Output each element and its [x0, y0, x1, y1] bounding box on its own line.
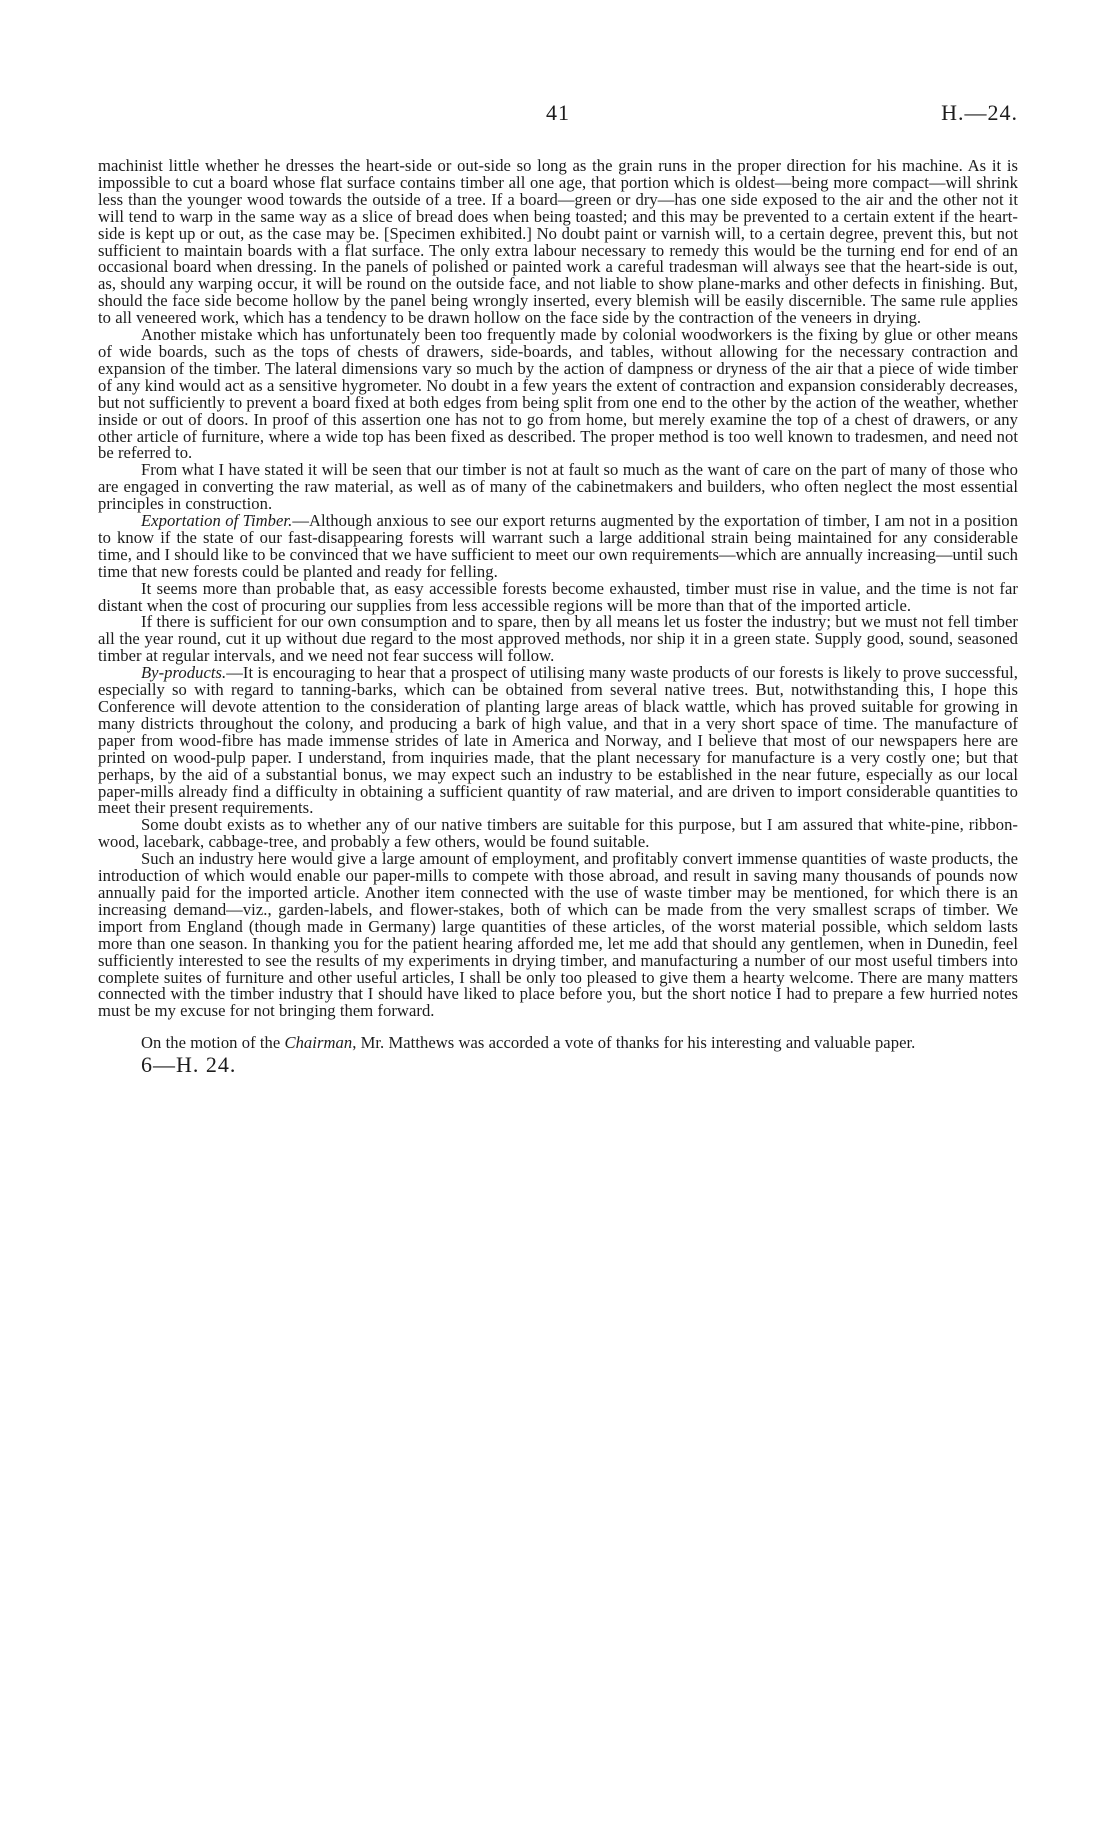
paragraph-by-products	[98, 665, 1018, 817]
paragraph-exportation	[98, 513, 1018, 581]
paragraph-timber-value: It seems more than probable that, as easy accessible forests become exhausted, timber must rise in value, and the time is not far distant when the cost of procuring our supplies from less accessible regions will be more than that of the imported article.	[98, 578, 1018, 615]
motion-chairman: Chairman	[284, 1033, 353, 1053]
document-body	[98, 158, 1018, 1078]
page-number: 41	[546, 100, 570, 125]
document-reference: H.—24.	[941, 100, 1018, 125]
paragraph-native-timbers: Some doubt exists as to whether any of our native timbers are suitable for this purpose, but I am assured that white-pine, ribbon-wood, lacebark, cabbage-tree, and probably a few others, would be found suitable.	[98, 815, 1018, 852]
section-heading-exportation: Exportation of Timber.	[141, 511, 293, 531]
paragraph-care-conclusion: From what I have stated it will be seen that our timber is not at fault so much as the want of care on the part of many of those who are engaged in converting the raw material, as well as of many of the cabinetmakers and builders, who often neglect the most essential principles in construction.	[98, 460, 1018, 514]
paragraph-glue-mistake: Another mistake which has unfortunately been too frequently made by colonial woodworkers is the fixing by glue or other means of wide boards, such as the tops of chests of drawers, side-boards, and tables, without allowing for the necessary contraction and expansion of the timber. The lateral dimensions vary so much by the action of dampness or dryness of the air that a piece of wide timber of any kind would act as a sensitive hygrometer. No doubt in a few years the extent of contraction and expansion considerably decreases, but not sufficiently to prevent a board fixed at both edges from being split from one end to the other by the action of the weather, whether inside or out of doors. In proof of this assertion one has not to go from home, but merely examine the top of a chest of drawers, or any other article of furniture, where a wide top has been fixed as described. The proper method is too well known to tradesmen, and need not be referred to.	[98, 325, 1018, 463]
paragraph-by-products-text: —It is encouraging to hear that a prospect of utilising many waste products of our forests is likely to prove successful, especially so with regard to tanning-barks, which can be obtained from several native trees. But, notwithstanding this, I hope this Conference will devote attention to the consideration of planting large areas of black wattle, which has proved suitable for growing in many districts throughout the colony, and producing a bark of high value, and that in a very short space of time. The manufacture of paper from wood-fibre has made immense strides of late in America and Norway, and I believe that most of our newspapers here are printed on wood-pulp paper. I understand, from inquiries made, that the plant necessary for manufacture is a very costly one; but that perhaps, by the aid of a substantial bonus, we may expect such an industry to be established in the near future, especially as our local paper-mills already find a difficulty in obtaining a sufficient quantity of raw material, and are driven to import considerable quantities to meet their present requirements.	[98, 663, 1018, 818]
paragraph-industry-closing: Such an industry here would give a large amount of employment, and profitably convert immense quantities of waste products, the introduction of which would enable our paper-mills to compete with those abroad, and result in saving many thousands of pounds now annually paid for the imported article. Another item connected with the use of waste timber may be mentioned, for which there is an increasing demand—viz., garden-labels, and flower-stakes, both of which can be made from the very smallest scraps of timber. We import from England (though made in Germany) large quantities of these articles, of the worst material possible, which seldom lasts more than one season. In thanking you for the patient hearing afforded me, let me add that should any gentlemen, when in Dunedin, feel sufficiently interested to see the results of my experiments in drying timber, and manufacturing a number of our most useful timbers into complete suites of furniture and other useful articles, I shall be only too pleased to give them a hearty welcome. There are many matters connected with the timber industry that I should have liked to place before you, but the short notice I had to prepare a few hurried notes must be my excuse for not bringing them forward.	[98, 849, 1018, 1021]
paragraph-exportation-text: —Although anxious to see our export returns augmented by the exportation of timber, I am not in a position to know if the state of our fast-disappearing forests will warrant such a large additional strain being maintained for any considerable time, and I should like to be convinced that we have sufficient to meet our own requirements—which are annually increasing—until such time that new forests could be planted and ready for felling.	[98, 511, 1018, 581]
motion-text-before: On the motion of the	[141, 1033, 285, 1053]
paragraph-foster-industry: If there is sufficient for our own consumption and to spare, then by all means let us foster the industry; but we must not fell timber all the year round, cut it up without due regard to the most approved methods, nor ship it in a green state. Supply good, sound, seasoned timber at regular intervals, and we need not fear success will follow.	[98, 612, 1018, 666]
motion-text-after: , Mr. Matthews was accorded a vote of thanks for his interesting and valuable paper.	[352, 1033, 916, 1053]
motion-vote-of-thanks	[98, 1035, 1018, 1052]
paragraph-continuation: machinist little whether he dresses the heart-side or out-side so long as the grain runs in the proper direction for his machine. As it is impossible to cut a board whose flat surface contains timber all one age, that portion which is oldest—being more compact—will shrink less than the younger wood towards the outside of a tree. If a board—green or dry—has one side exposed to the air and the other not it will tend to warp in the same way as a slice of bread does when being toasted; and this may be prevented to a certain extent if the heart-side is kept up or out, as the case may be. [Specimen exhibited.] No doubt paint or varnish will, to a certain degree, prevent this, but not sufficient to maintain boards with a flat surface. The only extra labour necessary to remedy this would be the turning end for end of an occasional board when dressing. In the panels of polished or painted work a careful tradesman will always see that the heart-side is out, as, should any warping occur, it will be round on the outside face, and not liable to show plane-marks and other defects in finishing. But, should the face side become hollow by the panel being wrongly inserted, every blemish will be easily discernible. The same rule applies to all veneered work, which has a tendency to be drawn hollow on the face side by the contraction of the veneers in drying.	[98, 156, 1018, 328]
page-header	[98, 100, 1018, 132]
signature-mark: 6—H. 24.	[141, 1052, 237, 1078]
section-heading-by-products: By-products.	[141, 663, 227, 683]
